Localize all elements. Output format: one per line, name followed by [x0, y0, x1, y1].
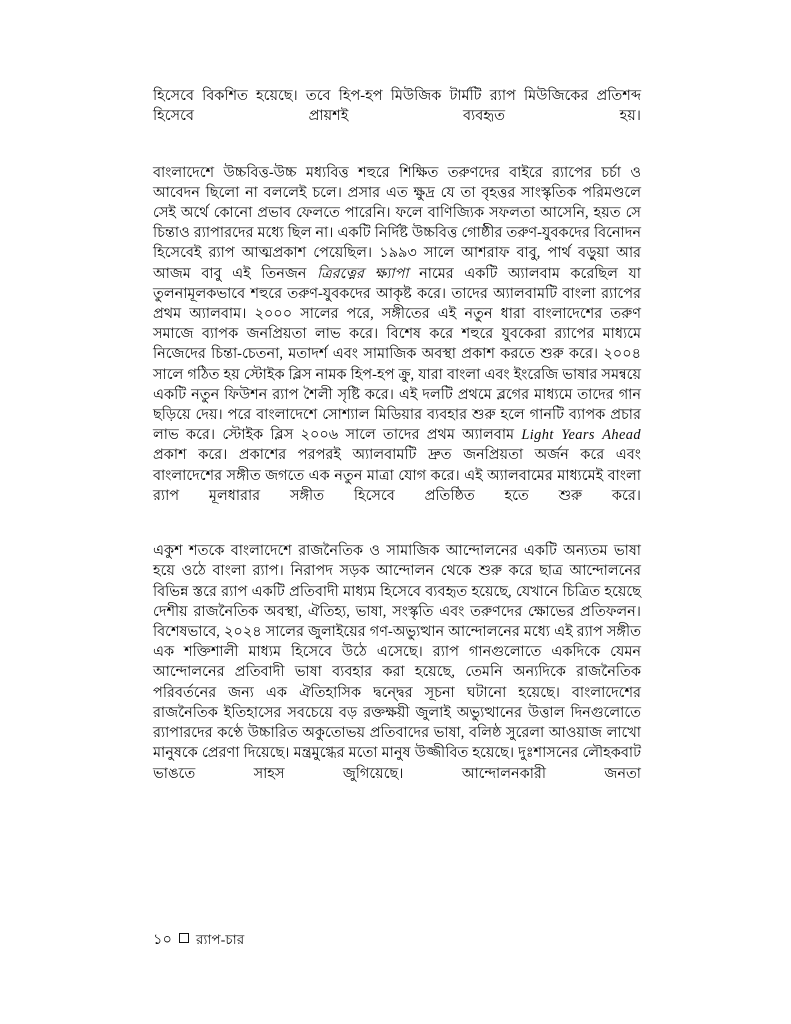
page-text-block [153, 86, 641, 804]
album-title-italic: ত্রিরত্নের ক্ষ্যাপা [316, 265, 409, 282]
page-footer [153, 931, 641, 949]
paragraph-1: হিসেবে বিকশিত হয়েছে। তবে হিপ-হপ মিউজিক টার্মটি র‍্যাপ মিউজিকের প্রতিশব্দ হিসেবে প্রায়শই ব্যবহৃত হয়। [153, 88, 641, 125]
paragraph-2: বাংলাদেশে উচ্চবিত্ত-উচ্চ মধ্যবিত্ত শহুরে শিক্ষিত তরুণদের বাইরে র‍্যাপের চর্চা ও আবেদন ছিলো না বললেই চলে। প্রসার এত ক্ষুদ্র যে তা বৃহত্তর সাংস্কৃতিক পরিমণ্ডলে সেই অর্থে কোনো প্রভাব ফেলতে পারেনি। ফলে বাণিজ্যিক সফলতা আসেনি, হয়ত সে চিন্তাও র‍্যাপারদের মধ্যে ছিল না। একটি নির্দিষ্ট উচ্চবিত্ত গোষ্ঠীর তরুণ-যুবকদের বিনোদন হিসেবেই র‍্যাপ আত্মপ্রকাশ পেয়েছিল। ১৯৯৩ সালে আশরাফ বাবু, পার্থ বড়ুয়া আর আজম বাবু এই তিনজন ত্রিরত্নের ক্ষ্যাপা নামের একটি অ্যালবাম করেছিল যা তুলনামূলকভাবে শহুরে তরুণ-যুবকদের আকৃষ্ট করে। তাদের অ্যালবামটি বাংলা র‍্যাপের প্রথম অ্যালবাম। ২০০০ সালের পরে, সঙ্গীতের এই নতুন ধারা বাংলাদেশের তরুণ সমাজে ব্যাপক জনপ্রিয়তা লাভ করে। বিশেষ করে শহুরে যুবকেরা র‍্যাপের মাধ্যমে নিজেদের চিন্তা-চেতনা, মতাদর্শ এবং সামাজিক অবস্থা প্রকাশ করতে শুরু করে। ২০০৪ সালে গঠিত হয় স্টোইক ব্লিস নামক হিপ-হপ ক্রু, যারা বাংলা এবং ইংরেজি ভাষার সমন্বয়ে একটি নতুন ফিউশন র‍্যাপ শৈলী সৃষ্টি করে। এই দলটি প্রথমে ব্লগের মাধ্যমে তাদের গান ছড়িয়ে দেয়। পরে বাংলাদেশে সোশ্যাল মিডিয়ার ব্যবহার শুরু হলে গানটি ব্যাপক প্রচার লাভ করে। স্টোইক ব্লিস ২০০৬ সালে তাদের প্রথম অ্যালবাম Light Years Ahead প্রকাশ করে। প্রকাশের পরপরই অ্যালবামটি দ্রুত জনপ্রিয়তা অর্জন করে এবং বাংলাদেশের সঙ্গীত জগতে এক নতুন মাত্রা যোগ করে। এই অ্যালবামের মাধ্যমেই বাংলা র‍্যাপ মূলধারার সঙ্গীত হিসেবে প্রতিষ্ঠিত হতে শুরু করে। [153, 164, 641, 504]
footer-book-title: র‍্যাপ-চার [195, 932, 245, 947]
album-title-latin-italic: Light Years Ahead [521, 427, 641, 444]
paragraph-3: একুশ শতকে বাংলাদেশে রাজনৈতিক ও সামাজিক আন্দোলনের একটি অন্যতম ভাষা হয়ে ওঠে বাংলা র‍্যাপ। নিরাপদ সড়ক আন্দোলন থেকে শুরু করে ছাত্র আন্দোলনের বিভিন্ন স্তরে র‍্যাপ একটি প্রতিবাদী মাধ্যম হিসেবে ব্যবহৃত হয়েছে, যেখানে চিত্রিত হয়েছে দেশীয় রাজনৈতিক অবস্থা, ঐতিহ্য, ভাষা, সংস্কৃতি এবং তরুণদের ক্ষোভের প্রতিফলন। বিশেষভাবে, ২০২৪ সালের জুলাইয়ের গণ-অভ্যুত্থান আন্দোলনের মধ্যে এই র‍্যাপ সঙ্গীত এক শক্তিশালী মাধ্যম হিসেবে উঠে এসেছে। র‍্যাপ গানগুলোতে একদিকে যেমন আন্দোলনের প্রতিবাদী ভাষা ব্যবহার করা হয়েছে, তেমনি অন্যদিকে রাজনৈতিক পরিবর্তনের জন্য এক ঐতিহাসিক দ্বন্দ্বের সূচনা ঘটানো হয়েছে। বাংলাদেশের রাজনৈতিক ইতিহাসের সবচেয়ে বড় রক্তক্ষয়ী জুলাই অভ্যুত্থানের উত্তাল দিনগুলোতে র‍্যাপারদের কণ্ঠে উচ্চারিত অকুতোভয় প্রতিবাদের ভাষা, বলিষ্ঠ সুরেলা আওয়াজ লাখো মানুষকে প্রেরণা দিয়েছে। মন্ত্রমুগ্ধের মতো মানুষ উজ্জীবিত হয়েছে। দুঃশাসনের লৌহকবাট ভাঙতে সাহস জুগিয়েছে। আন্দোলনকারী জনতা [153, 543, 641, 782]
square-bullet-icon [179, 933, 189, 943]
footer-page-number: ১০ [153, 932, 172, 948]
